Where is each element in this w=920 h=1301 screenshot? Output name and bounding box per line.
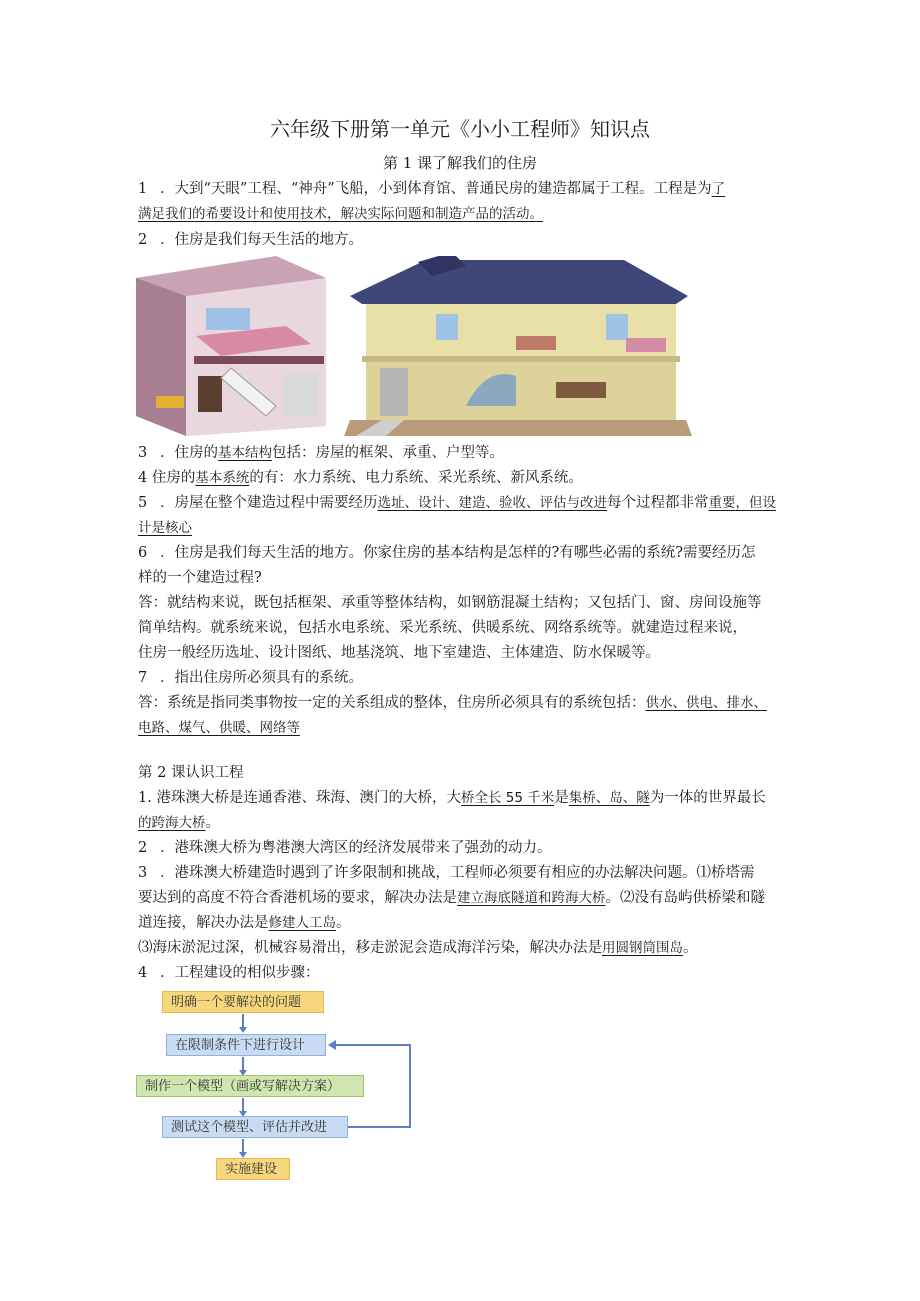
cutaway-house-image (344, 256, 692, 436)
flow-step-3: 制作一个模型（画或写解决方案） (136, 1075, 364, 1097)
flow-step-1: 明确一个要解决的问题 (162, 991, 324, 1013)
paragraph-7: 7 ．指出住房所必须具有的系统。 (138, 670, 363, 686)
question-1-line-1: 1. 港珠澳大桥是连通香港、珠海、澳门的大桥，大桥全长 55 千米是集桥、岛、隧为一体的世界最长 (138, 790, 766, 806)
question-3-line-3: 道连接，解决办法是修建人工岛。 (138, 915, 351, 931)
flow-arrow-down-icon (242, 1057, 244, 1071)
engineering-steps-flowchart (132, 986, 422, 1186)
flow-arrow-down-icon (242, 1139, 244, 1153)
paragraph-5-line-1: 5 ．房屋在整个建造过程中需要经历选址、设计、建造、验收、评估与改进每个过程都非常重要，但设 (138, 495, 776, 511)
answer-1-line-3: 住房一般经历选址、设计图纸、地基浇筑、地下室建造、主体建造、防水保暖等。 (138, 645, 660, 661)
lesson1-heading: 第 1 课了解我们的住房 (382, 154, 538, 172)
question-1-line-2: 的跨海大桥。 (138, 815, 220, 831)
question-2: 2 ．港珠澳大桥为粤港澳大湾区的经济发展带来了强劲的动力。 (138, 840, 552, 856)
paragraph-3: 3 ．住房的基本结构包括：房屋的框架、承重、户型等。 (138, 445, 504, 461)
flow-step-5: 实施建设 (216, 1158, 290, 1180)
house-illustration (136, 256, 692, 436)
paragraph-1-line-2: 满足我们的希要设计和使用技术，解决实际问题和制造产品的活动。 (138, 206, 543, 222)
question-3-line-4: ⑶海床淤泥过深，机械容易滑出，移走淤泥会造成海洋污染，解决办法是用圆钢筒围岛。 (138, 940, 698, 956)
answer-2-line-2: 电路、煤气、供暖、网络等 (138, 720, 300, 736)
paragraph-4: 4 住房的基本系统的有：水力系统、电力系统、采光系统、新风系统。 (138, 470, 583, 486)
paragraph-6-line-1: 6 ．住房是我们每天生活的地方。你家住房的基本结构是怎样的?有哪些必需的系统?需要经历怎 (138, 545, 756, 561)
flow-step-4: 测试这个模型、评估并改进 (162, 1116, 348, 1138)
cutaway-room-image (136, 256, 326, 436)
answer-2-line-1: 答：系统是指同类事物按一定的关系组成的整体，住房所必须具有的系统包括：供水、供电、排水、 (138, 695, 767, 711)
question-4: 4 ．工程建设的相似步骤： (138, 965, 320, 981)
paragraph-1-line-1: 1 ．大到“天眼”工程、“神舟”飞船，小到体育馆、普通民房的建造都属于工程。工程是为了 (138, 181, 726, 197)
lesson2-heading: 第 2 课认识工程 (138, 765, 244, 781)
document-title: 六年级下册第一单元《小小工程师》知识点 (270, 117, 650, 141)
answer-1-line-1: 答：就结构来说，既包括框架、承重等整体结构，如钢筋混凝土结构；又包括门、窗、房间设施等 (138, 595, 762, 611)
question-3-line-1: 3 ．港珠澳大桥建造时遇到了许多限制和挑战，工程师必须要有相应的办法解决问题。⑴桥塔需 (138, 865, 755, 881)
flow-arrow-down-icon (242, 1014, 244, 1028)
paragraph-5-line-2: 计是核心 (138, 520, 192, 536)
answer-1-line-2: 简单结构。就系统来说，包括水电系统、采光系统、供暖系统、网络系统等。就建造过程来说， (138, 620, 747, 636)
flow-arrow-down-icon (242, 1098, 244, 1112)
paragraph-2: 2 ．住房是我们每天生活的地方。 (138, 232, 363, 248)
flow-step-2: 在限制条件下进行设计 (166, 1034, 326, 1056)
question-3-line-2: 要达到的高度不符合香港机场的要求，解决办法是建立海底隧道和跨海大桥。⑵没有岛屿供桥梁和隧 (138, 890, 765, 906)
paragraph-6-line-2: 样的一个建造过程? (138, 570, 262, 586)
